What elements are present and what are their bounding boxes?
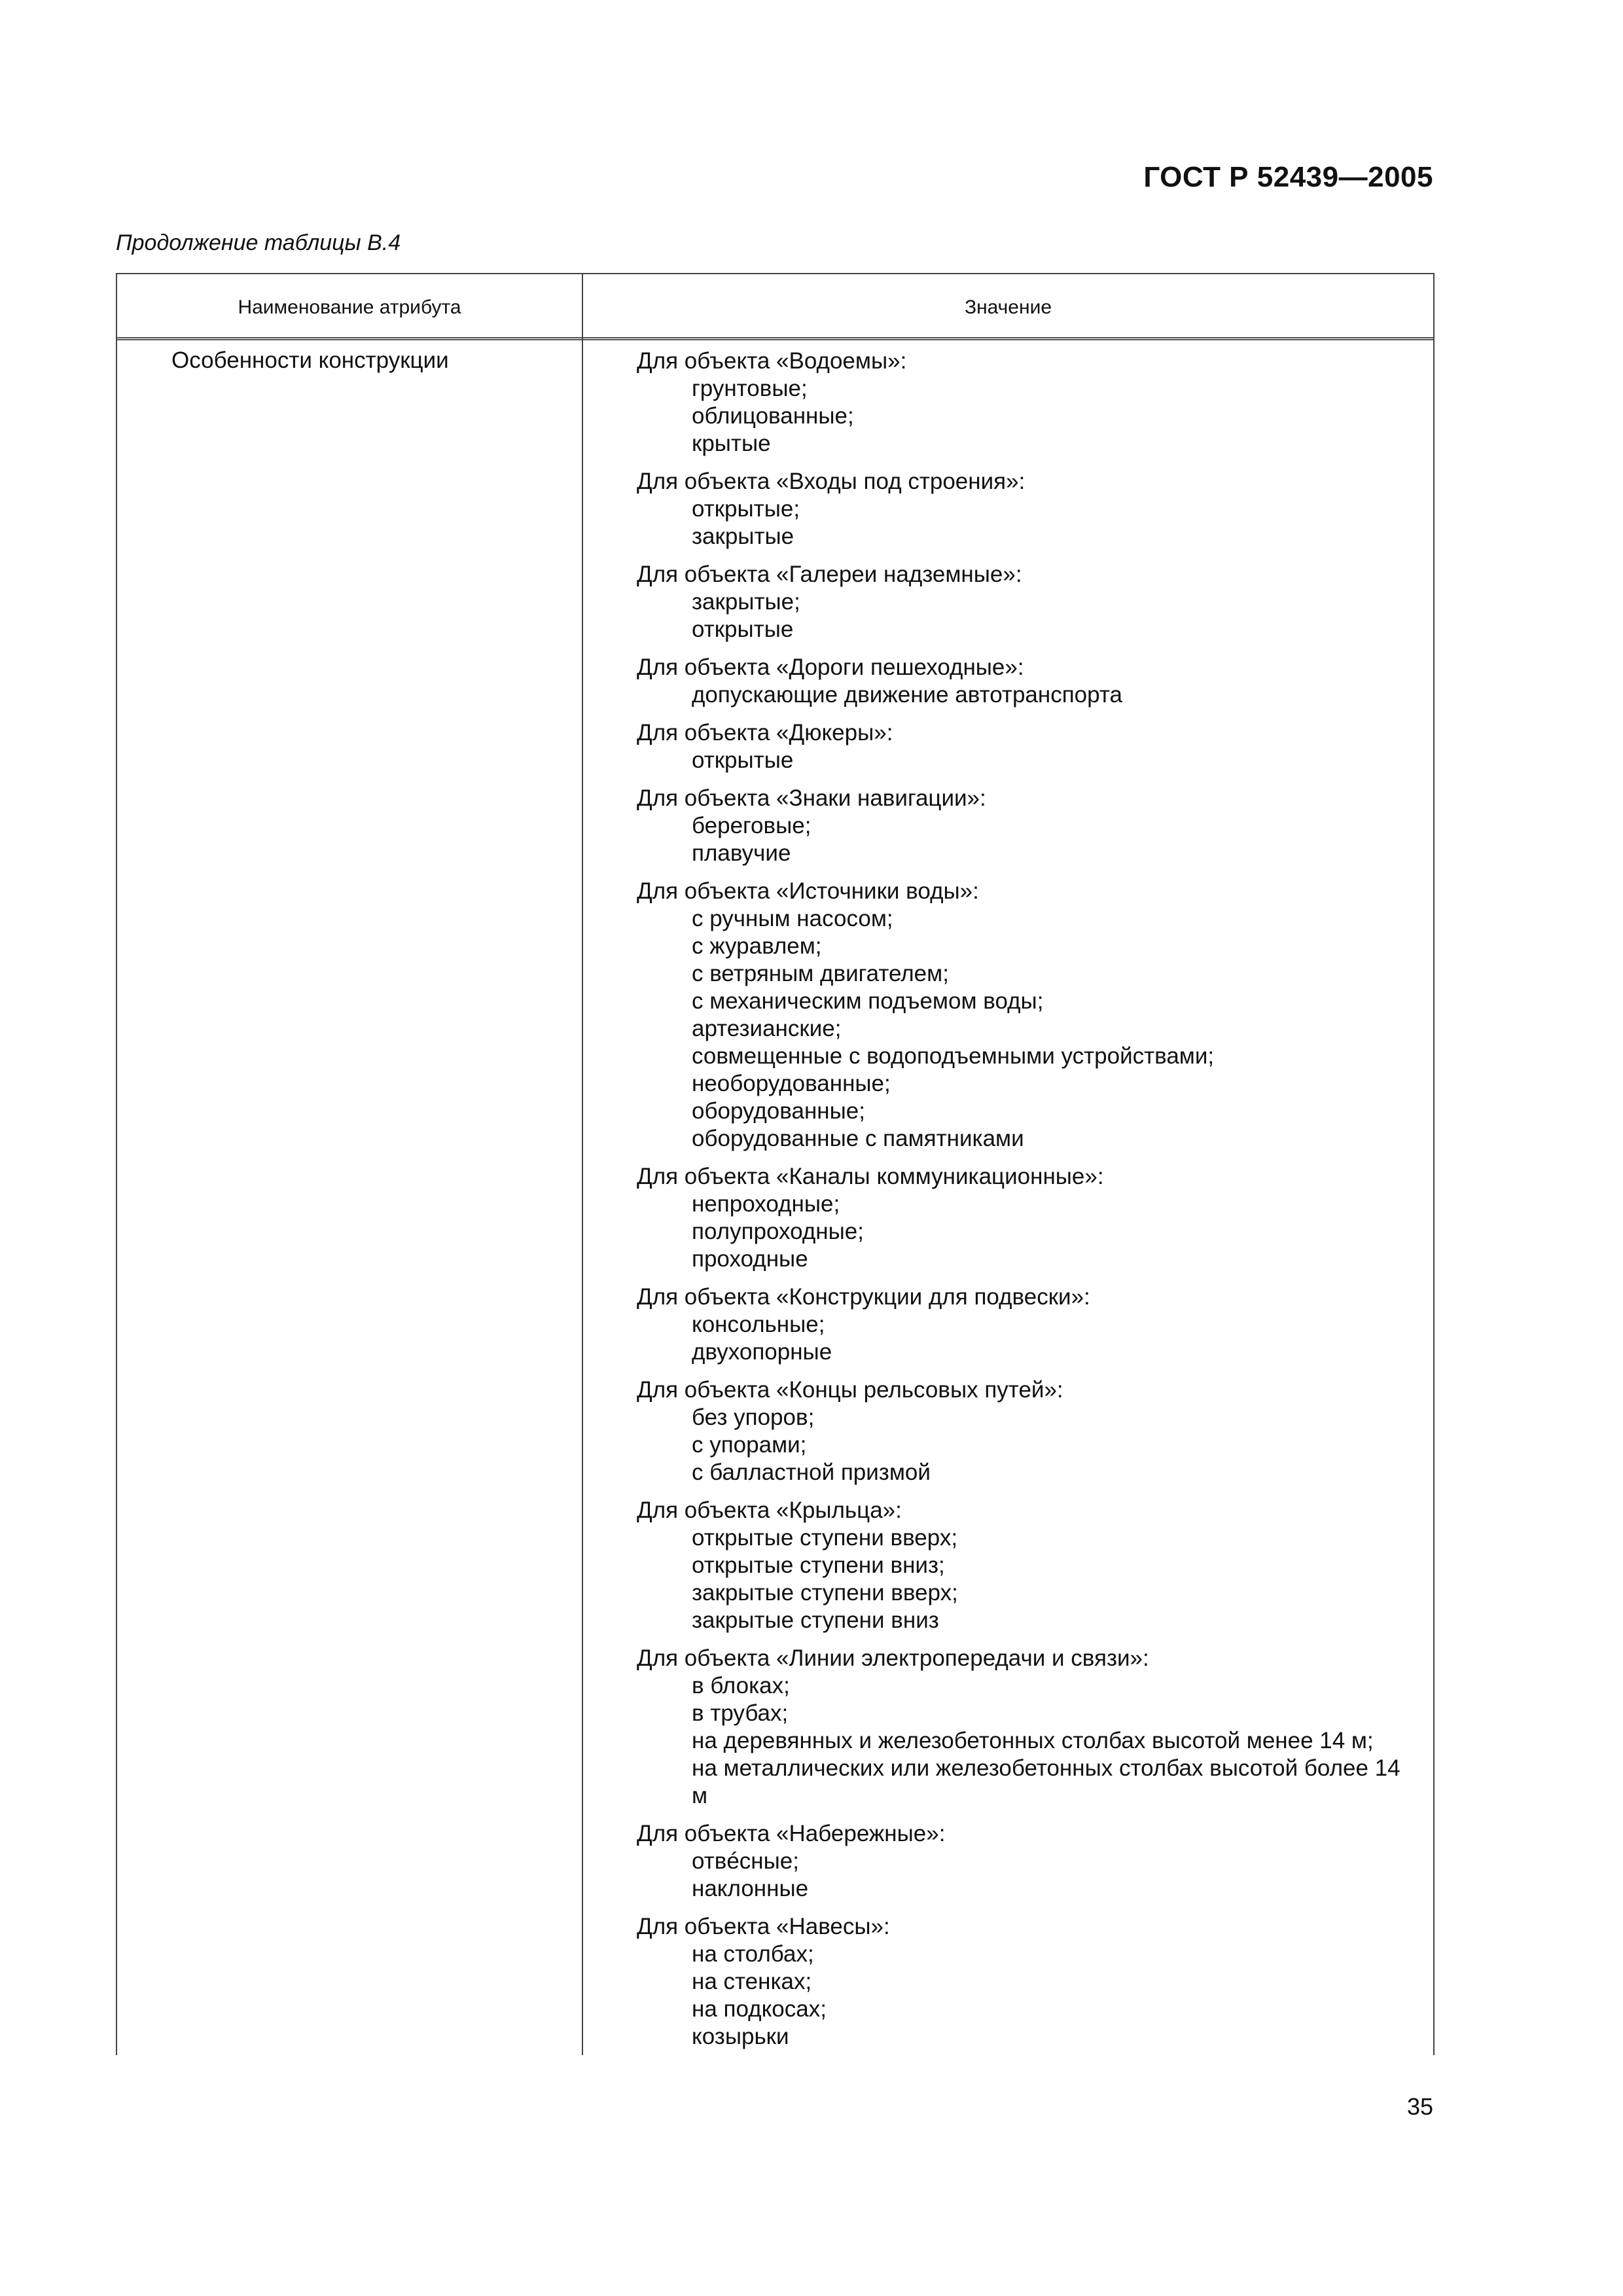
value-group-title: Для объекта «Дюкеры»: xyxy=(637,720,893,745)
value-item: с ручным насосом; xyxy=(692,906,893,931)
value-item: крытые xyxy=(692,431,771,456)
value-group xyxy=(637,1283,1420,1366)
value-group xyxy=(637,1163,1420,1273)
value-item: закрытые xyxy=(692,524,794,549)
value-group xyxy=(637,654,1420,709)
attribute-values xyxy=(637,348,1420,2061)
value-item: двухопорные xyxy=(692,1339,832,1365)
value-item: на деревянных и железобетонных столбах высотой менее 14 м; xyxy=(692,1728,1374,1753)
value-item: закрытые ступени вниз xyxy=(692,1607,939,1633)
value-item: консольные; xyxy=(692,1312,825,1337)
value-item: допускающие движение автотранспорта xyxy=(692,682,1122,708)
value-item: облицованные; xyxy=(692,403,854,429)
table-header-row xyxy=(117,274,1433,340)
value-item: открытые xyxy=(692,747,794,773)
table-caption: Продолжение таблицы В.4 xyxy=(116,230,401,255)
value-item: необорудованные; xyxy=(692,1071,891,1096)
value-group xyxy=(637,1497,1420,1634)
value-group xyxy=(637,348,1420,457)
value-group-title: Для объекта «Концы рельсовых путей»: xyxy=(637,1377,1063,1403)
value-item: грунтовые; xyxy=(692,376,808,401)
value-item: плавучие xyxy=(692,840,791,866)
value-item: с журавлем; xyxy=(692,933,822,959)
column-header-value: Значение xyxy=(964,296,1052,318)
value-group-title: Для объекта «Конструкции для подвески»: xyxy=(637,1284,1090,1310)
value-item: на столбах; xyxy=(692,1941,814,1967)
value-group xyxy=(637,719,1420,774)
value-item: открытые; xyxy=(692,496,800,522)
value-item: на стенках; xyxy=(692,1969,812,1994)
value-item: открытые xyxy=(692,617,794,642)
value-item: с ветряным двигателем; xyxy=(692,961,949,986)
value-item: с механическим подъемом воды; xyxy=(692,988,1044,1014)
value-item: артезианские; xyxy=(692,1016,842,1041)
value-item: козырьки xyxy=(692,2024,789,2049)
value-group-title: Для объекта «Набережные»: xyxy=(637,1821,946,1846)
value-item: совмещенные с водоподъемными устройствами; xyxy=(692,1043,1215,1069)
value-item: непроходные; xyxy=(692,1191,840,1217)
value-group xyxy=(637,878,1420,1153)
value-item: закрытые; xyxy=(692,589,800,615)
attribute-name: Особенности конструкции xyxy=(171,348,449,373)
value-item: закрытые ступени вверх; xyxy=(692,1580,958,1605)
value-item: полупроходные; xyxy=(692,1219,864,1244)
value-item: открытые ступени вверх; xyxy=(692,1525,958,1551)
page-number: 35 xyxy=(1406,2093,1433,2120)
value-group xyxy=(637,1645,1420,1810)
value-group-title: Для объекта «Навесы»: xyxy=(637,1914,890,1939)
value-item: наклонные xyxy=(692,1876,809,1901)
column-divider xyxy=(582,274,583,2055)
value-group-title: Для объекта «Дороги пешеходные»: xyxy=(637,655,1024,680)
value-group-title: Для объекта «Линии электропередачи и связи»: xyxy=(637,1645,1149,1671)
value-group xyxy=(637,1913,1420,2051)
value-item: оборудованные с памятниками xyxy=(692,1126,1024,1151)
value-group-title: Для объекта «Входы под строения»: xyxy=(637,469,1026,494)
value-group-title: Для объекта «Галереи надземные»: xyxy=(637,562,1022,587)
value-item: с балластной призмой xyxy=(692,1460,931,1485)
value-group xyxy=(637,1376,1420,1486)
value-item: на подкосах; xyxy=(692,1996,827,2022)
value-item: на металлических или железобетонных столбах высотой более 14 м xyxy=(692,1755,1400,1808)
value-item: береговые; xyxy=(692,813,812,838)
value-group-title: Для объекта «Источники воды»: xyxy=(637,878,979,904)
value-group xyxy=(637,468,1420,550)
value-item: открытые ступени вниз; xyxy=(692,1552,945,1578)
value-item: в трубах; xyxy=(692,1700,789,1726)
value-item: в блоках; xyxy=(692,1673,790,1698)
value-group xyxy=(637,785,1420,867)
value-item: без упоров; xyxy=(692,1405,815,1430)
value-group-title: Для объекта «Крыльца»: xyxy=(637,1498,902,1523)
value-group-title: Для объекта «Водоемы»: xyxy=(637,348,907,374)
column-header-attribute: Наименование атрибута xyxy=(238,296,461,318)
value-item: проходные xyxy=(692,1246,808,1272)
document-code: ГОСТ Р 52439—2005 xyxy=(1143,161,1433,193)
attribute-table xyxy=(116,273,1435,2055)
value-group-title: Для объекта «Каналы коммуникационные»: xyxy=(637,1164,1104,1189)
value-group-title: Для объекта «Знаки навигации»: xyxy=(637,785,986,811)
value-group xyxy=(637,561,1420,643)
value-item: оборудованные; xyxy=(692,1098,865,1124)
value-item: отвéсные; xyxy=(692,1848,799,1874)
value-group xyxy=(637,1820,1420,1903)
value-item: с упорами; xyxy=(692,1432,807,1458)
